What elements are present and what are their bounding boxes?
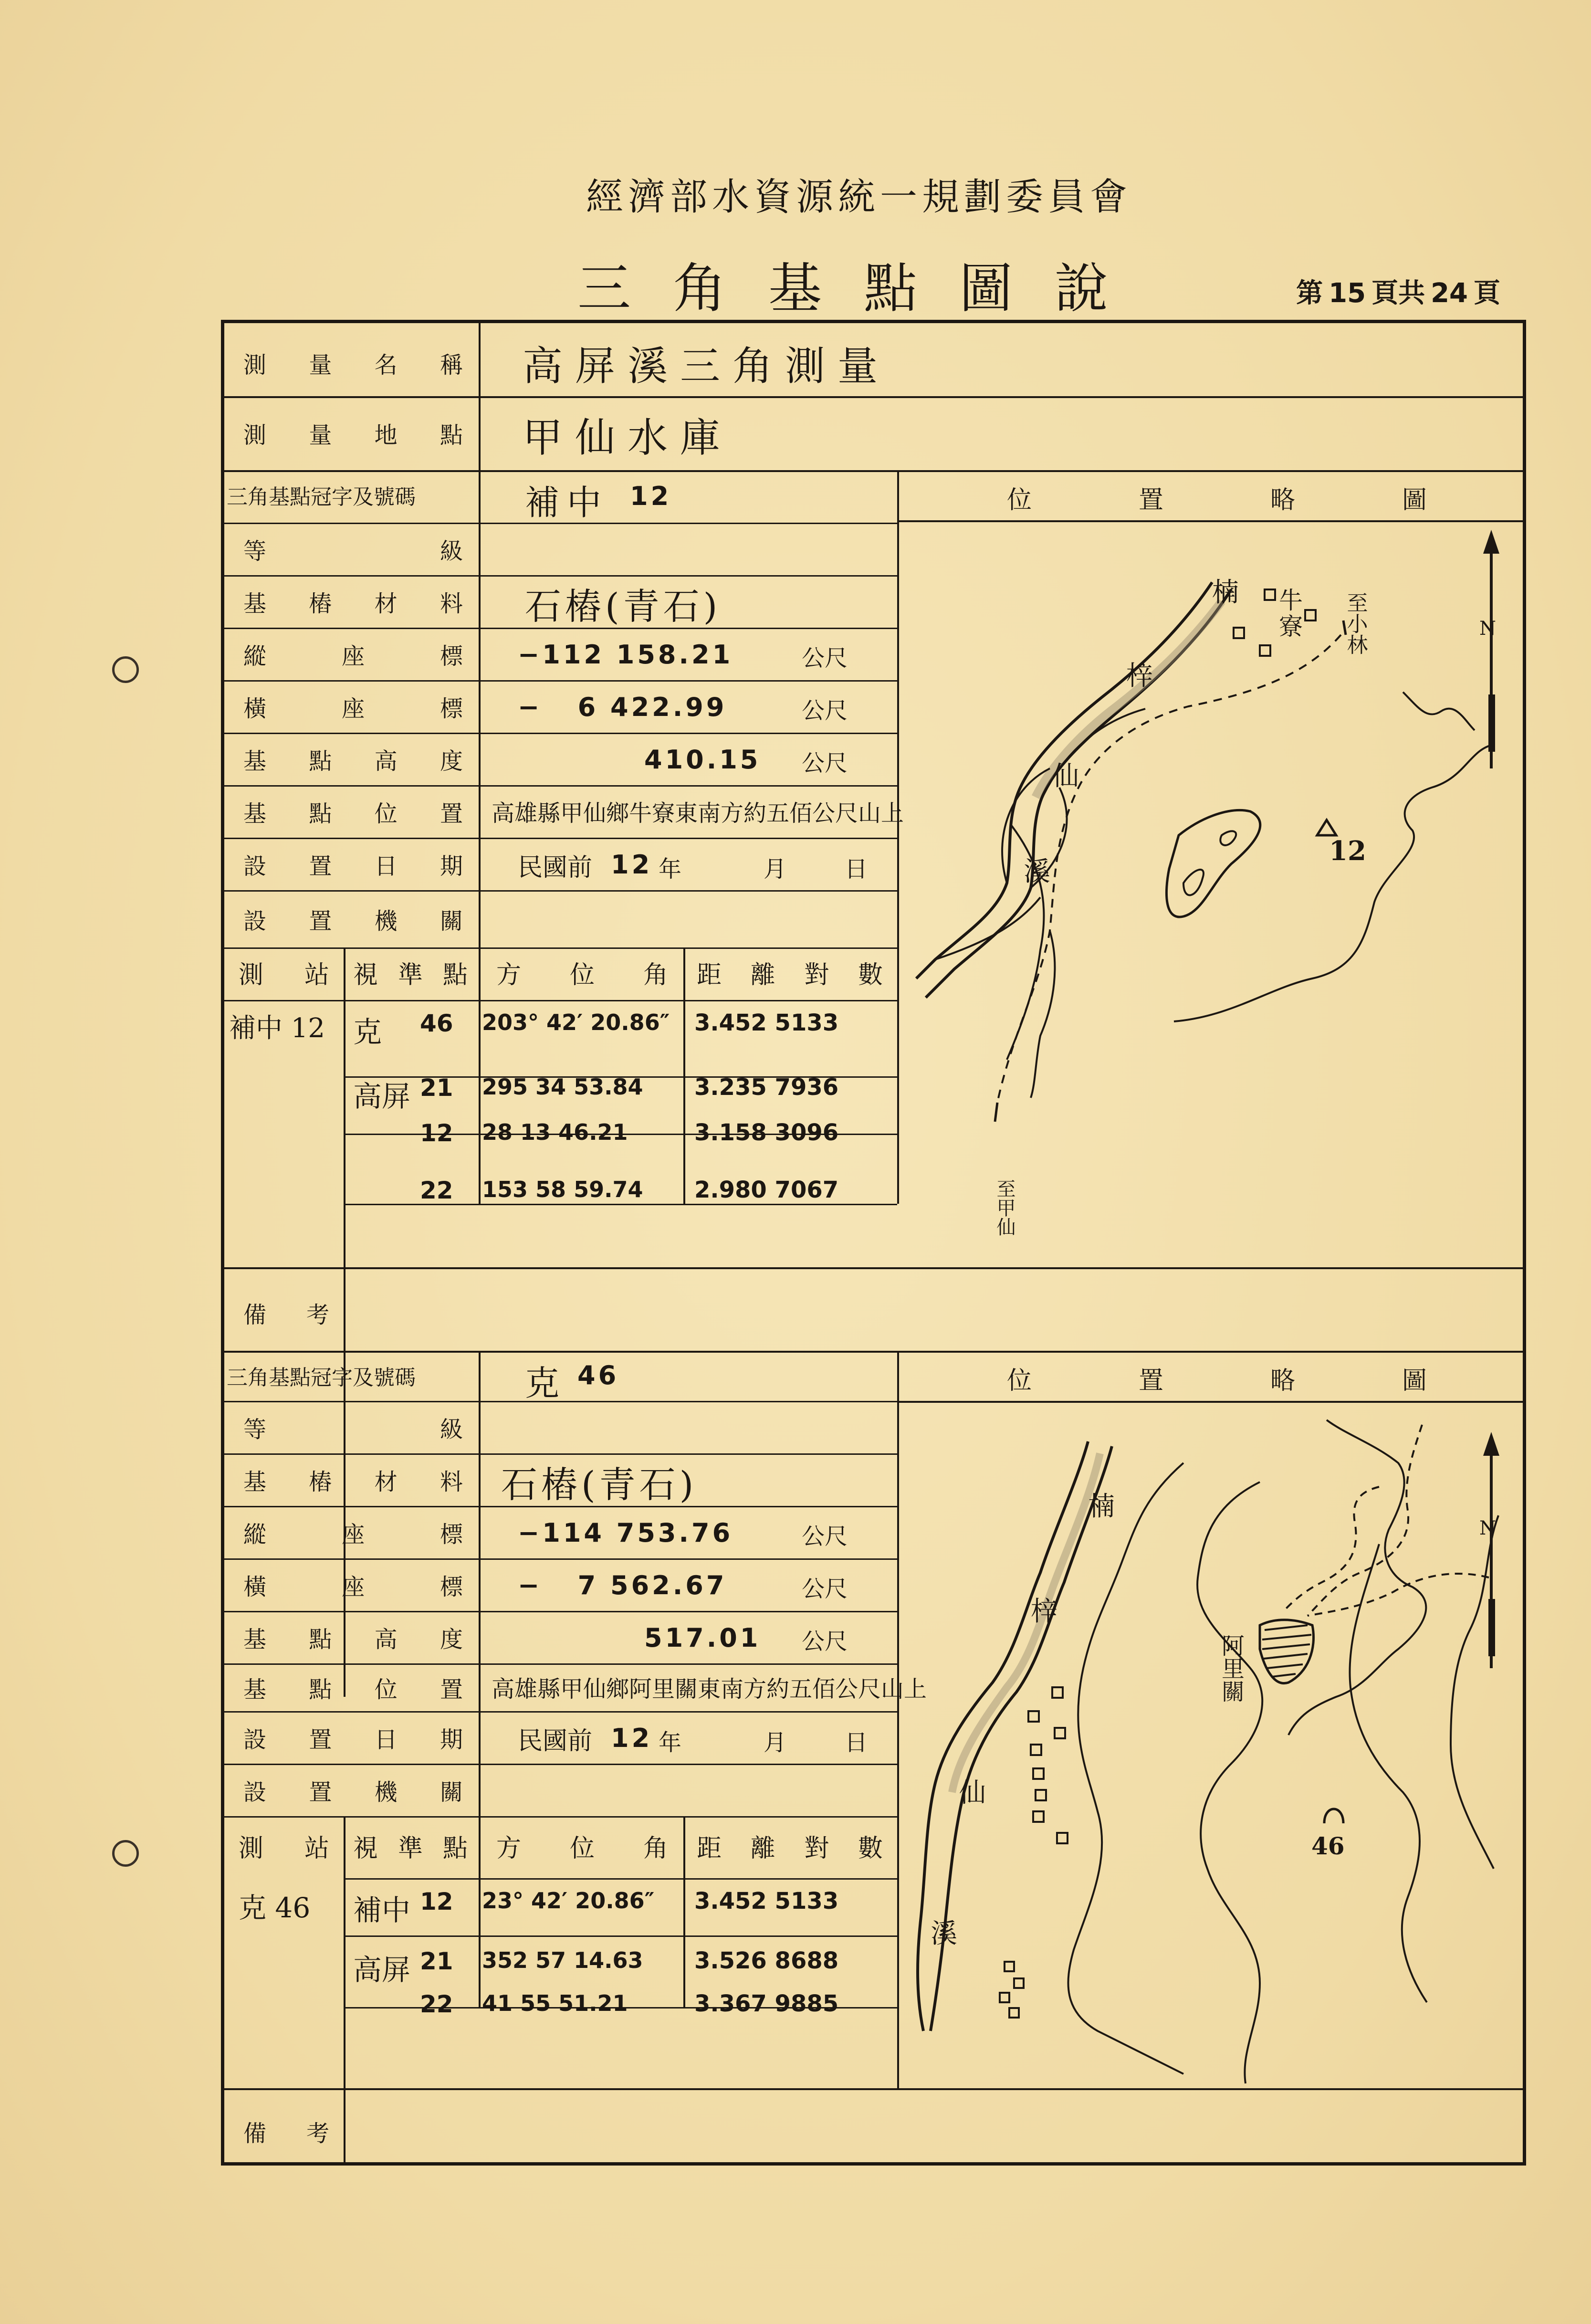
elevation-label: 基 點 高 度: [243, 747, 463, 775]
easting-unit: 公尺: [802, 1576, 848, 1602]
point-code-prefix: 補中: [525, 483, 609, 523]
survey-name-value: 高屏溪三角測量: [523, 343, 890, 389]
date-label: 設 置 日 期: [243, 1726, 463, 1753]
north-label: N: [1479, 1517, 1496, 1539]
to-label: 至小林: [1343, 592, 1368, 655]
elevation-unit: 公尺: [802, 1628, 848, 1655]
date-label: 設 置 日 期: [243, 852, 463, 880]
river-char: 梓: [1031, 1596, 1057, 1627]
point-code-number: 12: [630, 481, 672, 511]
grade-label: 等 級: [243, 537, 463, 565]
river-char: 楠: [1212, 577, 1239, 608]
remarks-label: 備 考: [243, 1301, 329, 1328]
target-point-number: 21: [420, 1074, 453, 1102]
azimuth-value: 23° 42′ 20.86″: [482, 1888, 655, 1914]
page-number: 15: [1329, 278, 1366, 309]
azimuth-value: 28 13 46.21: [482, 1119, 628, 1145]
location-label: 基 點 位 置: [243, 1676, 463, 1703]
target-point-number: 12: [420, 1888, 453, 1915]
elevation-unit: 公尺: [802, 750, 848, 777]
river-char: 楠: [1088, 1491, 1115, 1522]
azimuth-value: 41 55 51.21: [482, 1990, 628, 2016]
village-char: 阿: [1222, 1633, 1245, 1660]
northing-label: 縱 座 標: [243, 1521, 463, 1548]
month-unit: 月: [764, 856, 787, 883]
year-unit: 年: [659, 1729, 682, 1756]
location-label: 基 點 位 置: [243, 800, 463, 827]
location-sketch-label: 位 置 略 圖: [1007, 1367, 1427, 1395]
azimuth-value: 352 57 14.63: [482, 1947, 643, 1973]
log-distance-value: 2.980 7067: [694, 1177, 839, 1203]
azimuth-value: 203° 42′ 20.86″: [482, 1010, 670, 1035]
target-point-prefix: 克: [353, 1016, 382, 1049]
material-value: 石樁(青石): [501, 1463, 698, 1506]
northing-unit: 公尺: [802, 645, 848, 672]
elevation-value: 517.01: [644, 1623, 761, 1653]
survey-name-label: 測 量 名 稱: [243, 351, 463, 379]
location-sketch-map: [897, 520, 1526, 1267]
page-title: 三角基點圖說: [577, 258, 1150, 320]
station-value: 克 46: [239, 1892, 311, 1924]
month-unit: 月: [764, 1729, 787, 1756]
page-counter: 第 15 頁共 24 頁: [1296, 278, 1500, 309]
target-point-number: 12: [420, 1119, 453, 1147]
target-point-number: 22: [420, 1990, 453, 2018]
azimuth-value: 295 34 53.84: [482, 1074, 643, 1100]
northing-label: 縱 座 標: [243, 642, 463, 670]
northing-value: −114 753.76: [518, 1518, 733, 1548]
date-era: 民國前: [518, 1727, 593, 1756]
easting-label: 橫 座 標: [243, 695, 463, 722]
remarks-label: 備 考: [243, 2120, 329, 2147]
point-code-prefix: 克: [525, 1363, 560, 1403]
easting-unit: 公尺: [802, 697, 848, 724]
target-header: 視 準 點: [353, 1834, 468, 1863]
river-char: 仙: [959, 1777, 986, 1809]
target-point-number: 21: [420, 1947, 453, 1975]
river-char: 仙: [1052, 761, 1079, 792]
target-header: 視 準 點: [353, 961, 468, 989]
log-distance-value: 3.158 3096: [694, 1119, 839, 1146]
from-label: 至甲仙: [994, 1179, 1015, 1236]
log-distance-header: 距 離 對 數: [697, 1834, 883, 1863]
agency-label: 設 置 機 關: [243, 907, 463, 935]
north-label: N: [1479, 618, 1496, 640]
northing-value: −112 158.21: [518, 640, 733, 670]
material-label: 基 樁 材 料: [243, 590, 463, 617]
village-char: 寮: [1279, 613, 1303, 641]
point-code-number: 46: [577, 1360, 619, 1390]
page-total: 24: [1431, 278, 1468, 309]
binder-hole-icon: [112, 1840, 139, 1867]
date-year: 12: [611, 850, 653, 880]
target-point-number: 22: [420, 1177, 453, 1204]
log-distance-value: 3.367 9885: [694, 1990, 839, 2017]
azimuth-header: 方 位 角: [496, 1834, 668, 1863]
log-distance-value: 3.452 5133: [694, 1888, 839, 1914]
agency-label: 設 置 機 關: [243, 1778, 463, 1806]
elevation-label: 基 點 高 度: [243, 1626, 463, 1653]
log-distance-value: 3.526 8688: [694, 1947, 839, 1974]
organization-name: 經濟部水資源統一規劃委員會: [586, 176, 1132, 219]
village-char: 牛: [1279, 587, 1303, 614]
river-char: 梓: [1126, 661, 1153, 692]
log-distance-value: 3.235 7936: [694, 1074, 839, 1101]
easting-label: 橫 座 標: [243, 1573, 463, 1600]
binder-hole-icon: [112, 656, 139, 683]
survey-place-value: 甲仙水庫: [523, 414, 733, 461]
material-label: 基 樁 材 料: [243, 1468, 463, 1495]
target-point-prefix: 補中: [353, 1894, 410, 1927]
year-unit: 年: [659, 856, 682, 883]
day-unit: 日: [845, 1729, 868, 1756]
station-header: 測 站: [239, 1834, 329, 1863]
river-char: 溪: [1024, 856, 1050, 887]
target-point-prefix: 高屏: [353, 1954, 410, 1987]
location-sketch-label: 位 置 略 圖: [1007, 486, 1427, 515]
azimuth-header: 方 位 角: [496, 961, 668, 989]
date-era: 民國前: [518, 853, 593, 882]
station-header: 測 站: [239, 961, 329, 989]
date-year: 12: [611, 1723, 653, 1753]
point-code-label: 三角基點冠字及號碼: [227, 1366, 416, 1390]
survey-place-label: 測 量 地 點: [243, 421, 463, 449]
river-char: 溪: [931, 1918, 957, 1949]
location-value: 高雄縣甲仙鄉阿里關東南方約五佰公尺山上: [492, 1676, 927, 1703]
material-value: 石樁(青石): [525, 585, 722, 628]
day-unit: 日: [845, 856, 868, 883]
location-value: 高雄縣甲仙鄉牛寮東南方約五佰公尺山上: [492, 800, 904, 827]
point-label-46: 46: [1311, 1832, 1345, 1860]
elevation-value: 410.15: [644, 745, 761, 775]
village-char: 關: [1222, 1679, 1245, 1705]
village-char: 里: [1222, 1656, 1245, 1683]
location-sketch-map: [897, 1401, 1526, 2088]
station-value: 補中 12: [229, 1013, 325, 1044]
easting-value: − 6 422.99: [518, 692, 727, 722]
point-code-label: 三角基點冠字及號碼: [227, 485, 416, 509]
log-distance-value: 3.452 5133: [694, 1010, 839, 1036]
grade-label: 等 級: [243, 1416, 463, 1443]
target-point-prefix: 高屏: [353, 1080, 410, 1114]
easting-value: − 7 562.67: [518, 1570, 727, 1600]
target-point-number: 46: [420, 1010, 453, 1037]
point-label-12: 12: [1329, 835, 1366, 867]
log-distance-header: 距 離 對 數: [697, 961, 883, 989]
azimuth-value: 153 58 59.74: [482, 1177, 643, 1202]
northing-unit: 公尺: [802, 1523, 848, 1550]
